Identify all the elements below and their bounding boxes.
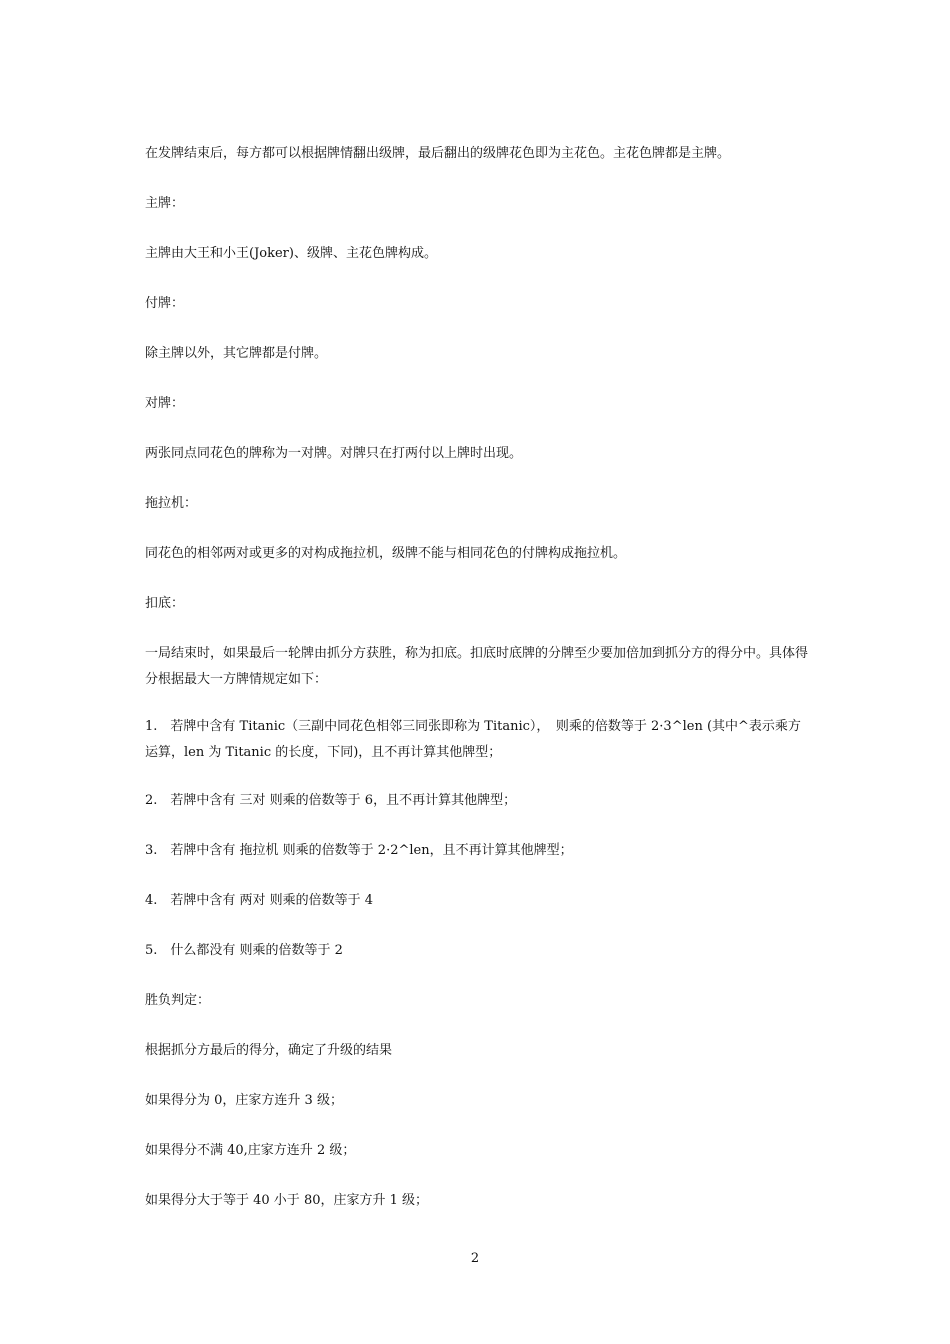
heading-tractor: 拖拉机： [145,496,198,511]
paragraph-trump-cards: 主牌由大王和小王(Joker)、级牌、主花色牌构成。 [145,246,437,261]
heading-bottom-deal: 扣底： [145,596,185,611]
page-number: 2 [470,1251,480,1266]
list-item-titanic: 1. 若牌中含有 Titanic（三副中同花色相邻三同张即称为 Titanic）， 则乘的倍数等于 2·3^len (其中^表示乘方运算，len 为 Titanic 的长度，下同)，且不再计算其他牌型； [145,719,801,760]
paragraph-score-zero: 如果得分为 0，庄家方连升 3 级； [145,1093,343,1108]
paragraph-pair: 两张同点同花色的牌称为一对牌。对牌只在打两付以上牌时出现。 [145,446,523,461]
list-item-three-pairs: 2. 若牌中含有 三对 则乘的倍数等于 6，且不再计算其他牌型； [145,793,517,808]
paragraph-upgrade-result: 根据抓分方最后的得分，确定了升级的结果 [145,1043,393,1058]
paragraph-bottom-deal: 一局结束时，如果最后一轮牌由抓分方获胜，称为扣底。扣底时底牌的分牌至少要加倍加到抓分方的得分中。具体得分根据最大一方牌情规定如下： [145,646,809,687]
heading-side-cards: 付牌： [145,296,185,311]
heading-trump-cards: 主牌： [145,196,185,211]
paragraph-side-cards: 除主牌以外，其它牌都是付牌。 [145,346,328,361]
heading-win-loss: 胜负判定： [145,993,211,1008]
list-item-nothing: 5. 什么都没有 则乘的倍数等于 2 [145,943,343,958]
paragraph-score-40-to-80: 如果得分大于等于 40 小于 80，庄家方升 1 级； [145,1193,429,1208]
paragraph-score-under-40: 如果得分不满 40,庄家方连升 2 级； [145,1143,356,1158]
paragraph-trump-suit-intro: 在发牌结束后，每方都可以根据牌情翻出级牌，最后翻出的级牌花色即为主花色。主花色牌都是主牌。 [145,146,731,161]
list-item-two-pairs: 4. 若牌中含有 两对 则乘的倍数等于 4 [145,893,374,908]
heading-pair: 对牌： [145,396,185,411]
list-item-tractor-multiplier: 3. 若牌中含有 拖拉机 则乘的倍数等于 2·2^len，且不再计算其他牌型； [145,843,573,858]
paragraph-tractor: 同花色的相邻两对或更多的对构成拖拉机，级牌不能与相同花色的付牌构成拖拉机。 [145,546,627,561]
